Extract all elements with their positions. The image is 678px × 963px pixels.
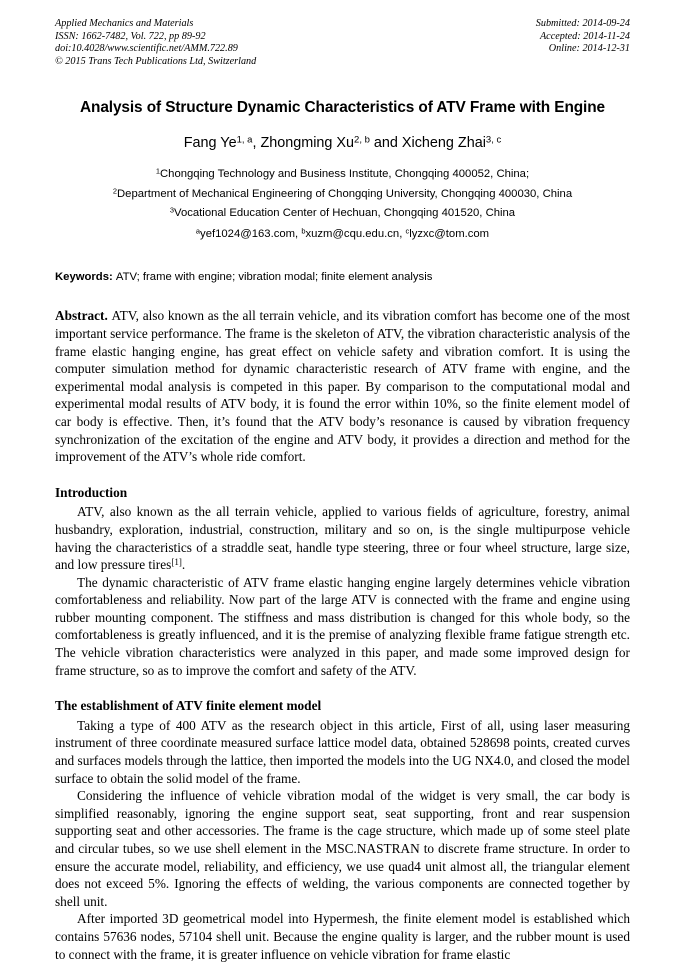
journal-header-right bbox=[536, 18, 630, 56]
keywords-label: Keywords: bbox=[55, 271, 113, 284]
affiliation-marker: 1 bbox=[155, 167, 161, 177]
section-body bbox=[55, 503, 630, 679]
journal-copyright: © 2015 Trans Tech Publications Ltd, Switzerland bbox=[55, 55, 257, 67]
affiliation-text: Vocational Education Center of Hechuan, Chongqing 401520, China bbox=[174, 207, 516, 220]
author-name: Zhongming Xu bbox=[260, 135, 355, 152]
affiliation-marker: 3 bbox=[169, 206, 175, 216]
paragraph-text: The dynamic characteristic of ATV frame elastic hanging engine largely determines vehicle vibration comfortableness and reliability. Now part of the large ATV is connected with the frame and engine using rubber mounting component. The stiffness and mass distribution is changed for this whole body, so the comfortableness is greatly influenced, and it is the premise of analyzing flexible frame fatigue strength etc. The vehicle vibration characteristics were analyzed in this paper, and made some improved design for frame structure, so as to improve the comfort and safety of the ATV. bbox=[55, 574, 630, 678]
section-body bbox=[55, 717, 630, 963]
author-1 bbox=[184, 135, 253, 151]
email-marker: b bbox=[301, 226, 306, 236]
author-list: Fang Ye$^{1, a}$, Zhongming Xu$^{2, b}$ and Xicheng Zhai$^{3, c}$ bbox=[183, 135, 502, 152]
affiliation-marker: 2 bbox=[112, 186, 118, 196]
email-marker: a bbox=[195, 226, 201, 236]
affiliation-1 bbox=[55, 165, 630, 185]
journal-doi: doi:10.4028/www.scientific.net/AMM.722.89 bbox=[55, 43, 238, 55]
paragraph bbox=[55, 717, 630, 787]
keywords-value: ATV; frame with engine; vibration modal; finite element analysis bbox=[115, 271, 433, 284]
email-address[interactable]: yef1024@163.com bbox=[200, 227, 296, 240]
paragraph-text: Taking a type of 400 ATV as the research object in this article, First of all, using laser measuring instrument of three coordinate measured surface lattice model data, obtained 528698 points, created curves and surfaces models through the lattice, then imported the models into the UG NX4.0, and closed the model surface to obtain the solid model of the frame. bbox=[55, 717, 630, 786]
email-line: $^a$yef1024@163.com, $^b$xuzm@cqu.edu.cn, $^c$lyzxc@tom.com bbox=[195, 226, 490, 240]
journal-issn-volume: ISSN: 1662-7482, Vol. 722, pp 89-92 bbox=[55, 30, 206, 42]
paragraph-text: After imported 3D geometrical model into Hypermesh, the finite element model is established which contains 57636 nodes, 57104 shell unit. Because the engine quality is larger, and the rubber mount is used to connect with the frame, it is greater influence on vehicle vibration for frame elastic bbox=[55, 911, 630, 962]
sections-container bbox=[55, 484, 630, 963]
email-address[interactable]: lyzxc@tom.com bbox=[409, 227, 490, 240]
journal-header-left bbox=[55, 18, 256, 68]
author-name: Xicheng Zhai bbox=[401, 135, 486, 152]
affiliation-text: Chongqing Technology and Business Institute, Chongqing 400052, China; bbox=[160, 168, 530, 181]
paragraph-text: Considering the influence of vehicle vibration modal of the widget is very small, the car body is simplified reasonably, ignoring the engine support seat, seat supporting, front and rear suspension supporting seat and other accessories. The frame is the cage structure, which made up of some steel plate and circular tubes, so we use shell element in the MSC.NASTRAN to discrete frame structure. In order to ensure the accurate model, reliability, and efficiency, we use quad4 unit almost all, the triangular element does not exceed 5%. Ignoring the effects of welding, the various components are connected together by shell unit. bbox=[55, 788, 630, 909]
author-affiliation-marker: 3, c bbox=[485, 135, 502, 147]
journal-name: Applied Mechanics and Materials bbox=[55, 18, 194, 29]
paragraph bbox=[55, 787, 630, 910]
section-heading: Introduction bbox=[55, 484, 128, 500]
date-submitted: Submitted: 2014-09-24 bbox=[535, 18, 630, 29]
affiliation-list bbox=[55, 165, 630, 244]
email-address[interactable]: xuzm@cqu.edu.cn bbox=[305, 227, 400, 240]
date-accepted: Accepted: 2014-11-24 bbox=[539, 30, 630, 42]
date-online: Online: 2014-12-31 bbox=[548, 43, 630, 55]
citation-reference[interactable]: [1] bbox=[171, 557, 182, 568]
author-2 bbox=[260, 135, 369, 151]
paragraph bbox=[55, 503, 630, 573]
paragraph bbox=[55, 910, 630, 963]
keywords-line bbox=[55, 269, 630, 285]
section-heading: The establishment of ATV finite element model bbox=[55, 698, 322, 714]
paragraph-text-tail: . bbox=[181, 557, 186, 573]
paragraph bbox=[55, 574, 630, 680]
abstract-label: Abstract. bbox=[55, 308, 108, 324]
affiliation-2 bbox=[55, 185, 630, 205]
affiliation-text: Department of Mechanical Engineering of Chongqing University, Chongqing 400030, China bbox=[117, 187, 573, 200]
abstract-text: ATV, also known as the all terrain vehicle, and its vibration comfort has become one of the most important service performance. The frame is the skeleton of ATV, the vibration characteristic analysis of the frame elastic hanging engine, has great effect on vehicle safety and vibration comfort. It is using the computer simulation method for dynamic characteristic research of ATV frame with engine, and the experimental modal analysis is competed in this paper. By comparison to the computational modal and experimental modal results of ATV body, it is found the error within 10%, so the finite element model of car body is effective. Then, it’s found that the ATV body’s resonance is caused by vibration frequency synchronization of the excitation of the engine and ATV body, it provides a direction and method for the improvement of the ATV’s whole ride comfort. bbox=[55, 308, 630, 465]
author-name: Fang Ye bbox=[183, 135, 237, 152]
affiliation-3 bbox=[55, 204, 630, 224]
author-3 bbox=[402, 135, 501, 151]
abstract-block bbox=[55, 307, 630, 465]
paragraph-text: ATV, also known as the all terrain vehicle, applied to various fields of agriculture, forestry, animal husbandry, exploration, industrial, construction, military and so on, is the single multipurpose vehicle having the characteristics of a straddle seat, handle type steering, three or four wheel structure, large size, and low pressure tires bbox=[55, 504, 630, 573]
page-title: Analysis of Structure Dynamic Characteristics of ATV Frame with Engine bbox=[80, 99, 605, 117]
email-marker: c bbox=[405, 226, 410, 236]
author-affiliation-marker: 2, b bbox=[354, 135, 370, 147]
author-affiliation-marker: 1, a bbox=[236, 135, 253, 147]
journal-header bbox=[55, 18, 630, 68]
